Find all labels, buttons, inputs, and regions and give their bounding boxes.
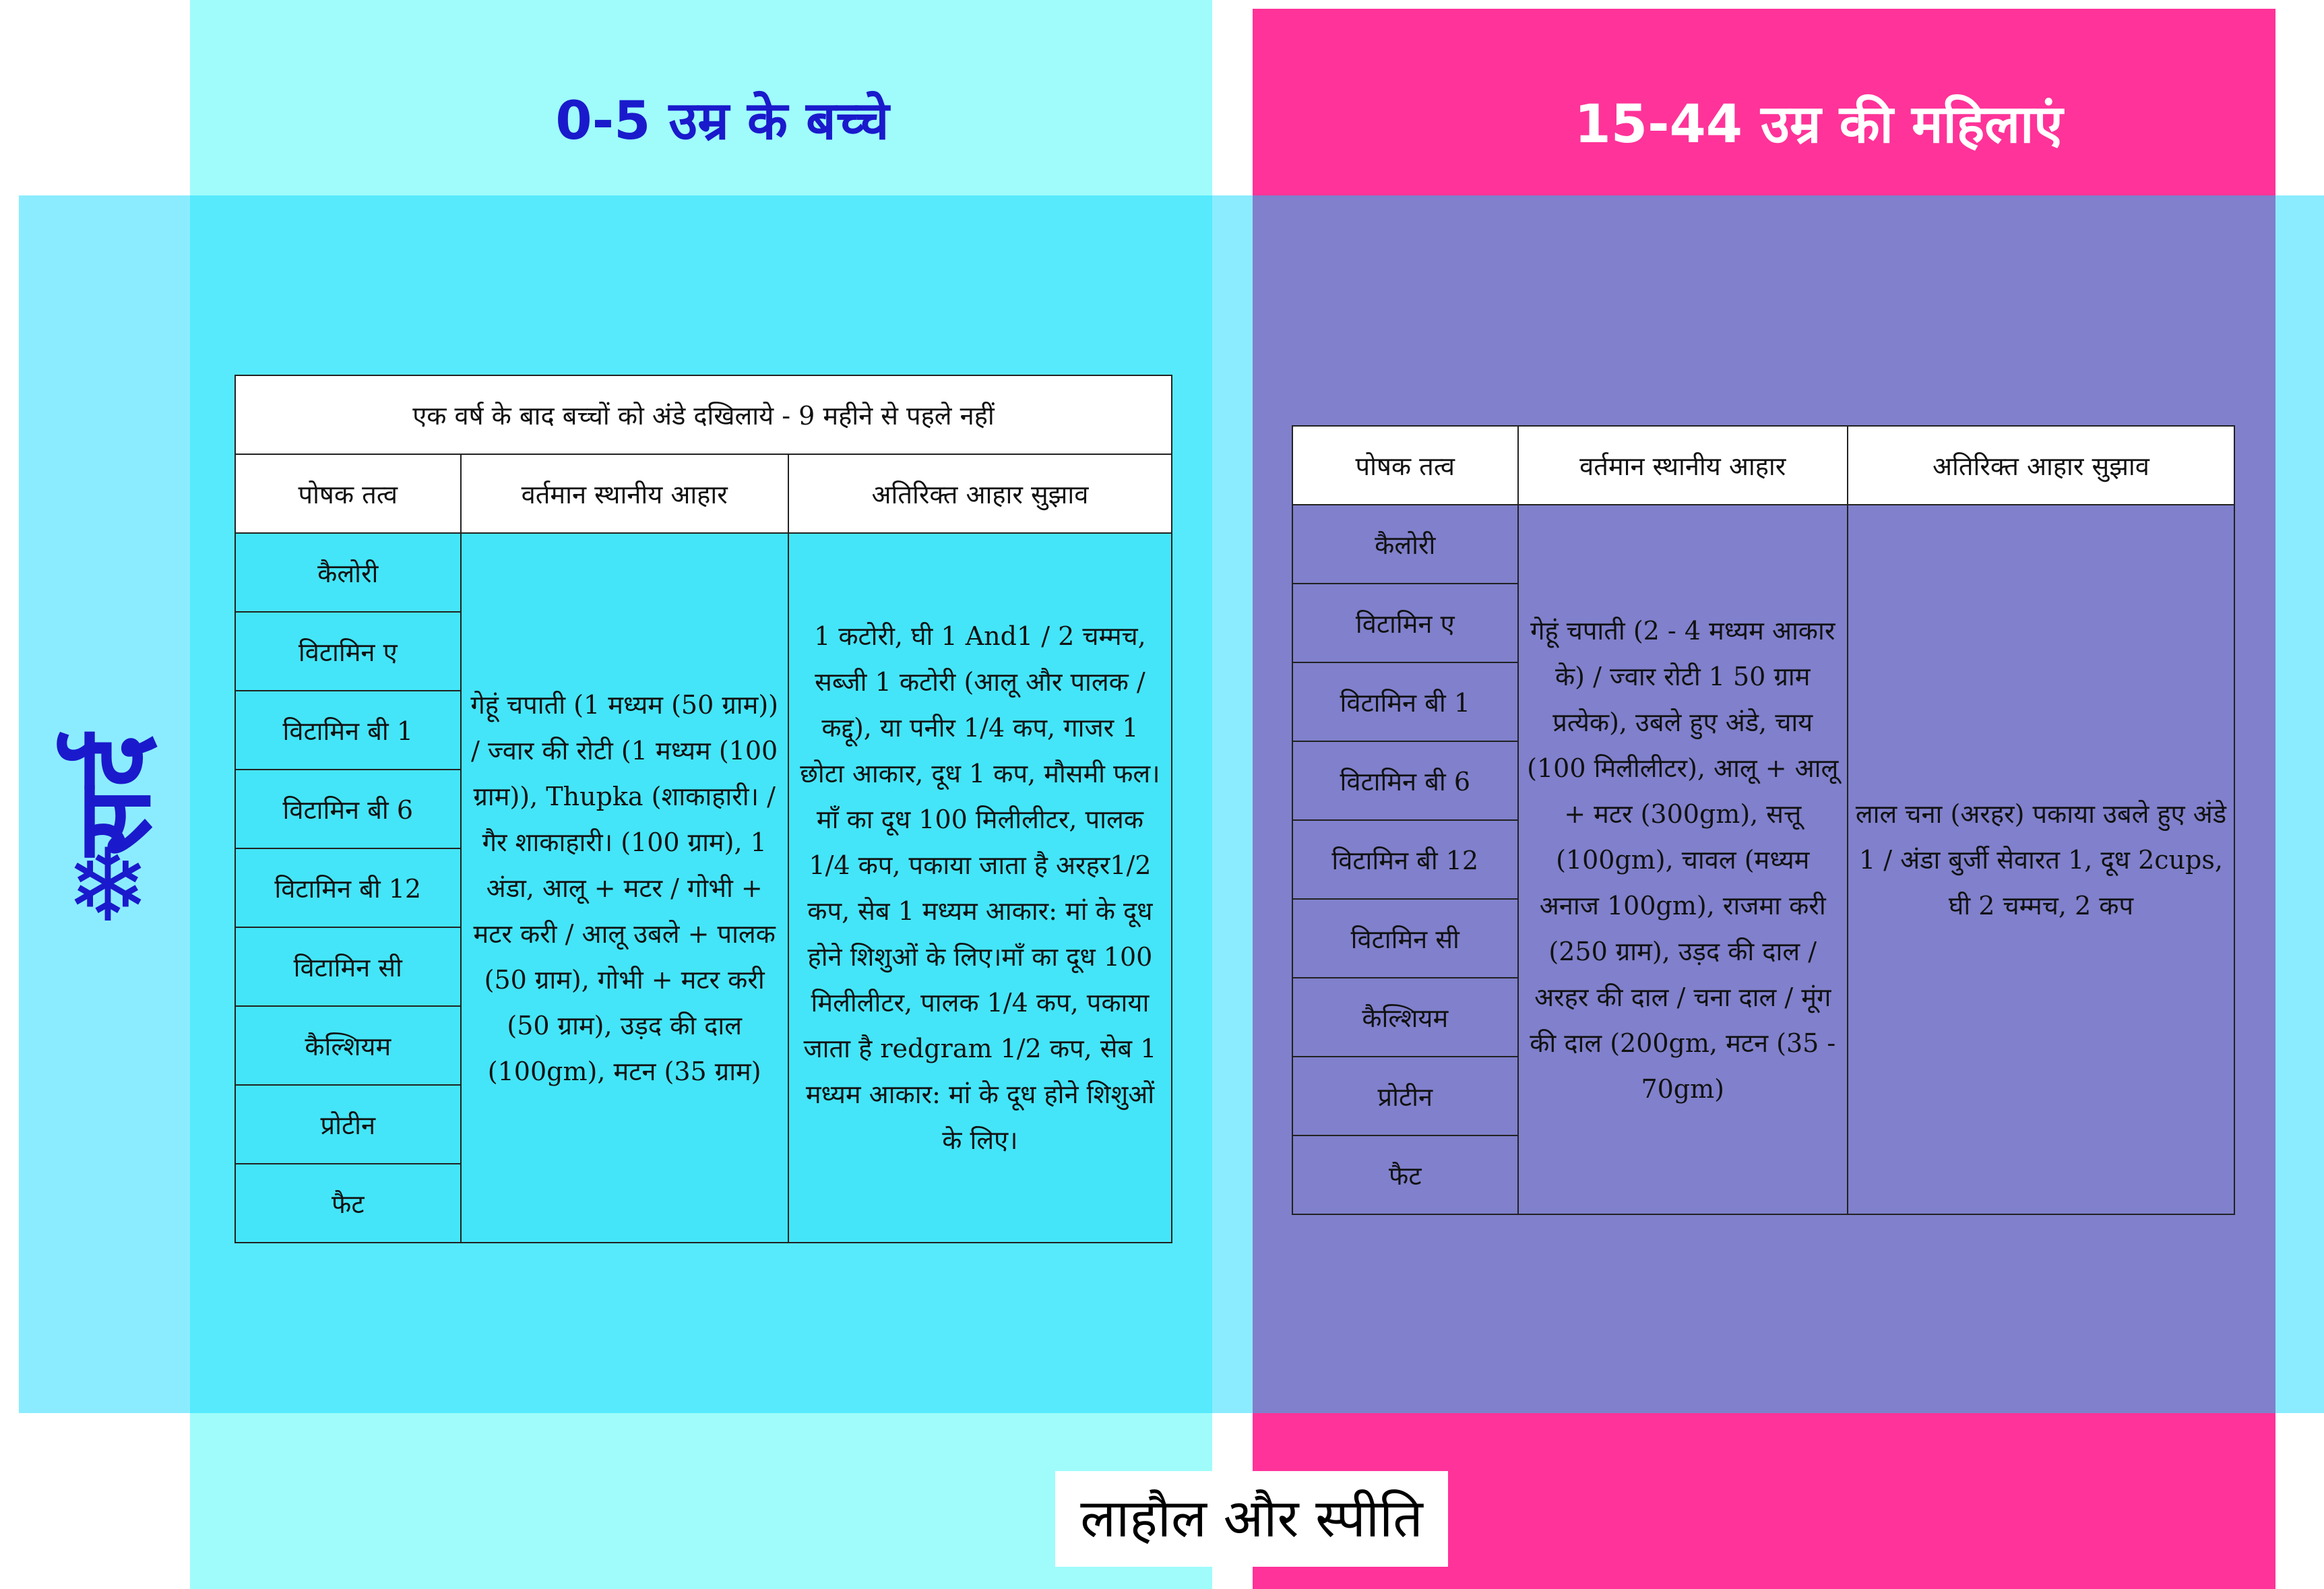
region-label: लाहौल और स्पीति (1080, 1489, 1423, 1549)
nutrient-cell: विटामिन बी 6 (1292, 741, 1518, 820)
table-note: एक वर्ष के बाद बच्चों को अंडे दखिलाये - 9 महीने से पहले नहीं (235, 375, 1172, 454)
nutrient-cell: विटामिन बी 1 (1292, 662, 1518, 741)
women-nutrition-table (1292, 425, 2235, 1215)
column-header-additional-diet: अतिरिक्त आहार सुझाव (1848, 426, 2234, 505)
nutrient-cell: कैलोरी (235, 533, 461, 612)
children-nutrition-table (234, 375, 1172, 1243)
nutrient-cell: विटामिन बी 12 (235, 848, 461, 927)
nutrient-cell: विटामिन सी (1292, 899, 1518, 978)
nutrient-cell: विटामिन सी (235, 927, 461, 1006)
children-heading: 0-5 उम्र के बच्चे (555, 91, 889, 152)
nutrient-cell: प्रोटीन (235, 1085, 461, 1164)
nutrient-cell: विटामिन बी 1 (235, 691, 461, 770)
current-diet-cell: गेहूं चपाती (2 - 4 मध्यम आकार के) / ज्वार रोटी 1 50 ग्राम प्रत्येक), उबले हुए अंडे, चाय (100 मिलीलीटर), आलू + आलू + मटर (300gm), सत्तू (100gm), चावल (मध्यम अनाज 100gm), राजमा करी (250 ग्राम), उड़द की दाल / अरहर की दाल / चना दाल / मूंग की दाल (200gm, मटन (35 - 70gm) (1518, 505, 1848, 1214)
nutrient-cell: फैट (1292, 1135, 1518, 1214)
nutrient-cell: विटामिन बी 12 (1292, 820, 1518, 899)
nutrient-cell: विटामिन ए (235, 612, 461, 691)
column-header-nutrient: पोषक तत्व (1292, 426, 1518, 505)
current-diet-cell: गेहूं चपाती (1 मध्यम (50 ग्राम)) / ज्वार की रोटी (1 मध्यम (100 ग्राम)), Thupka (शाकाहारी। / गैर शाकाहारी। (100 ग्राम), 1 अंडा, आलू + मटर / गोभी + मटर करी / आलू उबले + पालक (50 ग्राम), गोभी + मटर करी (50 ग्राम), उड़द की दाल (100gm), मटन (35 ग्राम) (461, 533, 788, 1243)
additional-diet-cell: 1 कटोरी, घी 1 And1 / 2 चम्मच, सब्जी 1 कटोरी (आलू और पालक / कद्दू), या पनीर 1/4 कप, गाजर 1 छोटा आकार, दूध 1 कप, मौसमी फल। माँ का दूध 100 मिलीलीटर, पालक 1/4 कप, पकाया जाता है अरहर1/2 कप, सेब 1 मध्यम आकार: मां के दूध होने शिशुओं के लिए।माँ का दूध 100 मिलीलीटर, पालक 1/4 कप, पकाया जाता है redgram 1/2 कप, सेब 1 मध्यम आकार: मां के दूध होने शिशुओं के लिए। (788, 533, 1172, 1243)
column-header-current-diet: वर्तमान स्थानीय आहार (1518, 426, 1848, 505)
column-header-nutrient: पोषक तत्व (235, 454, 461, 533)
nutrient-cell: विटामिन ए (1292, 584, 1518, 662)
nutrient-cell: प्रोटीन (1292, 1057, 1518, 1135)
nutrient-cell: विटामिन बी 6 (235, 770, 461, 848)
region-box (1055, 1471, 1448, 1567)
nutrient-cell: कैल्शियम (1292, 978, 1518, 1057)
women-heading: 15-44 उम्र की महिलाएं (1574, 94, 2063, 155)
nutrient-cell: फैट (235, 1164, 461, 1243)
nutrient-cell: कैलोरी (1292, 505, 1518, 584)
column-header-current-diet: वर्तमान स्थानीय आहार (461, 454, 788, 533)
snowflake-icon: ❄ (65, 828, 150, 945)
nutrient-cell: कैल्शियम (235, 1006, 461, 1085)
season-label: सर्द (56, 734, 173, 856)
additional-diet-cell: लाल चना (अरहर) पकाया उबले हुए अंडे 1 / अंडा बुर्जी सेवारत 1, दूध 2cups, घी 2 चम्मच, 2 कप (1848, 505, 2234, 1214)
column-header-additional-diet: अतिरिक्त आहार सुझाव (788, 454, 1172, 533)
